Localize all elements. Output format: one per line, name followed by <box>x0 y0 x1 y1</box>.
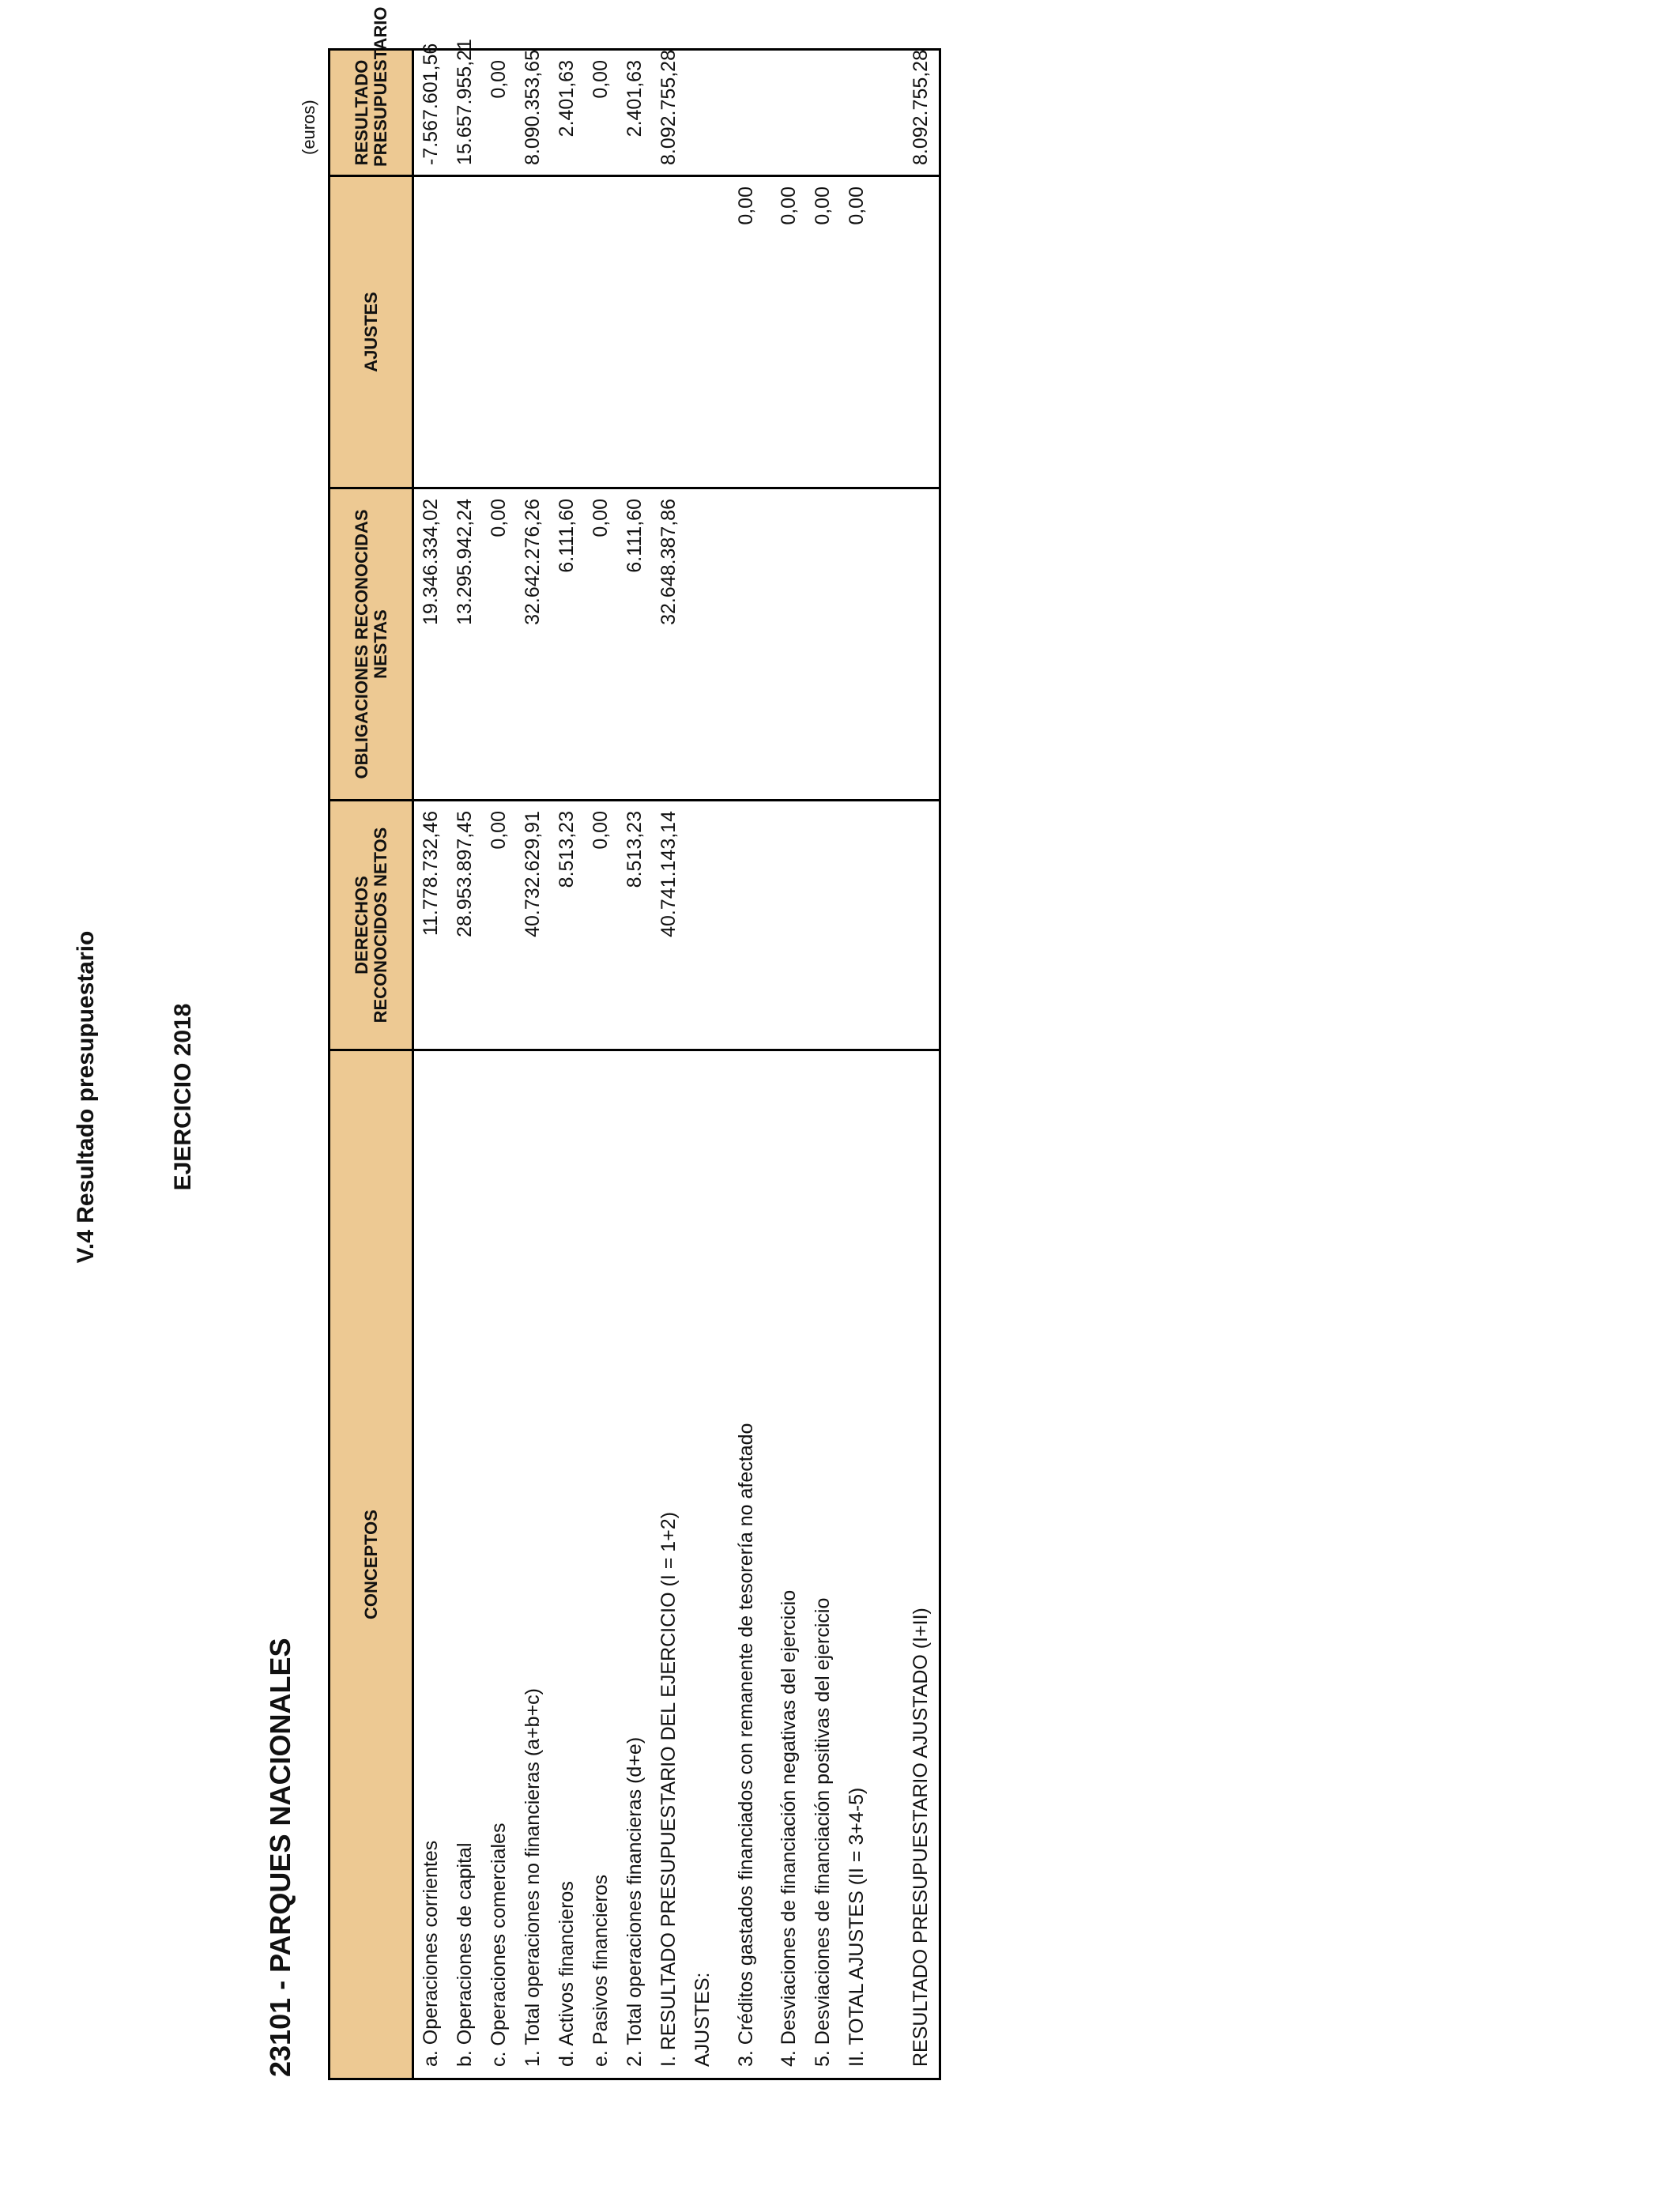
cell-resultado: 15.657.955,21 <box>448 50 482 176</box>
year-title: EJERCICIO 2018 <box>170 1003 196 1191</box>
cell-ajustes <box>584 176 618 488</box>
cell-derechos <box>686 801 720 1050</box>
cell-concepto: c. Operaciones comerciales <box>482 1050 516 2079</box>
cell-resultado <box>772 50 806 176</box>
cell-resultado <box>874 50 902 176</box>
table-header-row <box>330 50 413 2079</box>
cell-derechos <box>720 801 772 1050</box>
table-row <box>652 50 686 2079</box>
cell-resultado <box>686 50 720 176</box>
cell-concepto: 2. Total operaciones financieras (d+e) <box>618 1050 652 2079</box>
cell-ajustes <box>652 176 686 488</box>
cell-derechos: 40.732.629,91 <box>516 801 550 1050</box>
cell-concepto: 3. Créditos gastados financiados con remanente de tesorería no afectado <box>720 1050 772 2079</box>
cell-resultado <box>840 50 874 176</box>
table-row <box>874 50 902 2079</box>
header-resultado: RESULTADO PRESUPUESTARIO <box>330 50 413 176</box>
cell-resultado: 8.092.755,28 <box>652 50 686 176</box>
section-title: V.4 Resultado presupuestario <box>73 930 99 1264</box>
cell-resultado: 2.401,63 <box>618 50 652 176</box>
cell-ajustes <box>618 176 652 488</box>
budget-result-table <box>328 6 941 2080</box>
units-label: (euros) <box>299 100 318 155</box>
cell-obligaciones <box>840 488 874 801</box>
header-derechos: DERECHOS RECONOCIDOS NETOS <box>330 801 413 1050</box>
table-row <box>482 50 516 2079</box>
entity-title: 23101 - PARQUES NACIONALES <box>264 1638 296 2077</box>
table-row <box>584 50 618 2079</box>
cell-concepto <box>874 1050 902 2079</box>
cell-concepto: AJUSTES: <box>686 1050 720 2079</box>
cell-derechos: 0,00 <box>584 801 618 1050</box>
table-row <box>550 50 584 2079</box>
cell-concepto: e. Pasivos financieros <box>584 1050 618 2079</box>
table-body <box>413 39 940 2079</box>
cell-ajustes: 0,00 <box>806 176 840 488</box>
cell-ajustes <box>686 176 720 488</box>
cell-concepto: b. Operaciones de capital <box>448 1050 482 2079</box>
cell-concepto: a. Operaciones corrientes <box>413 1050 449 2079</box>
cell-resultado: -7.567.601,56 <box>413 50 449 176</box>
header-conceptos: CONCEPTOS <box>330 1050 413 2079</box>
cell-derechos <box>772 801 806 1050</box>
cell-derechos <box>840 801 874 1050</box>
cell-derechos <box>902 801 940 1050</box>
cell-derechos: 0,00 <box>482 801 516 1050</box>
header-obligaciones: OBLIGACIONES RECONOCIDAS NESTAS <box>330 488 413 801</box>
cell-concepto: d. Activos financieros <box>550 1050 584 2079</box>
cell-obligaciones: 19.346.334,02 <box>413 488 449 801</box>
cell-resultado: 0,00 <box>584 50 618 176</box>
cell-concepto: II. TOTAL AJUSTES (II = 3+4-5) <box>840 1050 874 2079</box>
cell-concepto: 5. Desviaciones de financiación positivas del ejercicio <box>806 1050 840 2079</box>
cell-ajustes <box>902 176 940 488</box>
cell-concepto: 1. Total operaciones no financieras (a+b+c) <box>516 1050 550 2079</box>
cell-ajustes <box>482 176 516 488</box>
cell-concepto: RESULTADO PRESUPUESTARIO AJUSTADO (I+II) <box>902 1050 940 2079</box>
cell-derechos: 8.513,23 <box>618 801 652 1050</box>
cell-obligaciones: 6.111,60 <box>618 488 652 801</box>
cell-derechos <box>874 801 902 1050</box>
cell-obligaciones: 6.111,60 <box>550 488 584 801</box>
table-row <box>448 50 482 2079</box>
table-row <box>618 50 652 2079</box>
cell-ajustes <box>448 176 482 488</box>
cell-resultado: 0,00 <box>482 50 516 176</box>
cell-derechos: 11.778.732,46 <box>413 801 449 1050</box>
cell-ajustes <box>516 176 550 488</box>
cell-resultado: 2.401,63 <box>550 50 584 176</box>
cell-resultado <box>720 50 772 176</box>
table-row <box>806 50 840 2079</box>
cell-concepto: 4. Desviaciones de financiación negativas del ejercicio <box>772 1050 806 2079</box>
cell-resultado: 8.090.353,65 <box>516 50 550 176</box>
cell-concepto: I. RESULTADO PRESUPUESTARIO DEL EJERCICIO (I = 1+2) <box>652 1050 686 2079</box>
cell-derechos: 40.741.143,14 <box>652 801 686 1050</box>
table-row <box>902 50 940 2079</box>
cell-ajustes <box>874 176 902 488</box>
cell-derechos: 8.513,23 <box>550 801 584 1050</box>
cell-ajustes <box>550 176 584 488</box>
cell-obligaciones <box>720 488 772 801</box>
cell-obligaciones: 13.295.942,24 <box>448 488 482 801</box>
table-row <box>413 50 449 2079</box>
cell-obligaciones <box>686 488 720 801</box>
table-row <box>720 50 772 2079</box>
cell-ajustes: 0,00 <box>720 176 772 488</box>
table-row <box>516 50 550 2079</box>
cell-ajustes: 0,00 <box>772 176 806 488</box>
cell-obligaciones <box>874 488 902 801</box>
header-ajustes: AJUSTES <box>330 176 413 488</box>
cell-resultado <box>806 50 840 176</box>
cell-derechos <box>806 801 840 1050</box>
cell-obligaciones: 0,00 <box>584 488 618 801</box>
cell-resultado: 8.092.755,28 <box>902 50 940 176</box>
cell-ajustes <box>413 176 449 488</box>
table-row <box>840 50 874 2079</box>
cell-ajustes: 0,00 <box>840 176 874 488</box>
cell-obligaciones: 32.642.276,26 <box>516 488 550 801</box>
table-row <box>772 50 806 2079</box>
cell-obligaciones <box>772 488 806 801</box>
cell-obligaciones <box>806 488 840 801</box>
table-row <box>686 50 720 2079</box>
cell-obligaciones: 32.648.387,86 <box>652 488 686 801</box>
cell-obligaciones <box>902 488 940 801</box>
cell-derechos: 28.953.897,45 <box>448 801 482 1050</box>
cell-obligaciones: 0,00 <box>482 488 516 801</box>
